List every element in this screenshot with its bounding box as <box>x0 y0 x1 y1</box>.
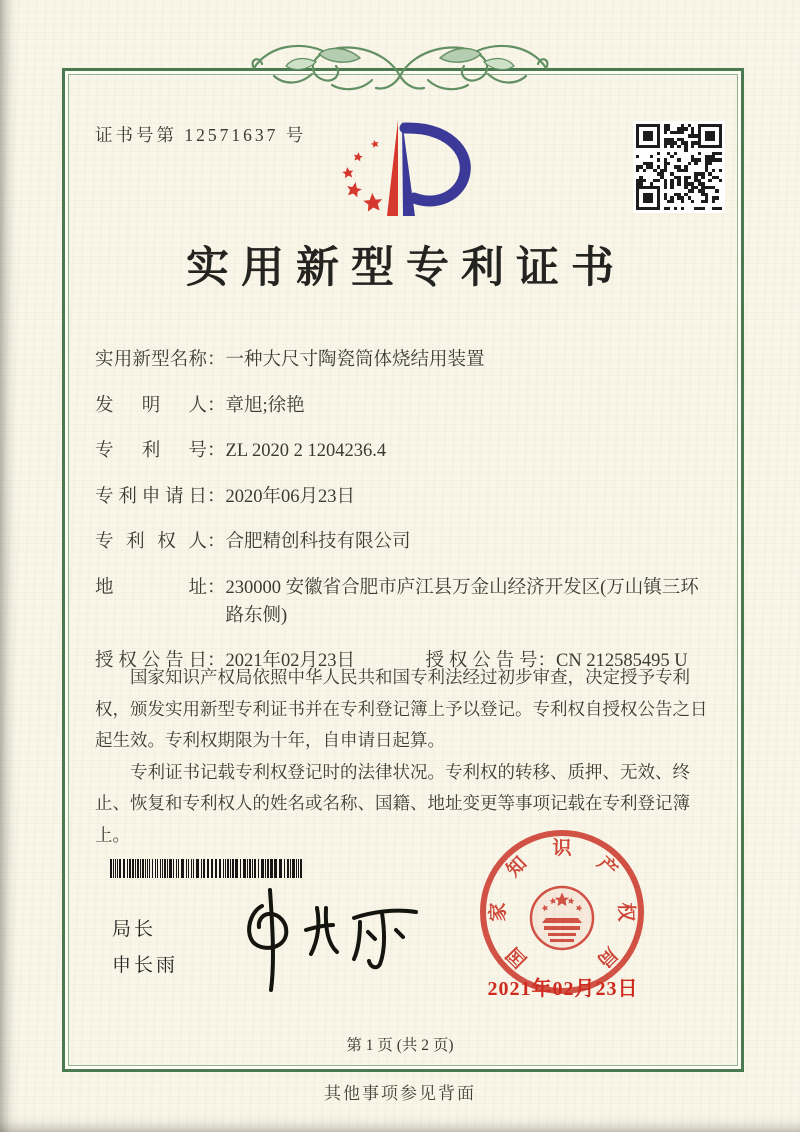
signature-icon <box>222 880 437 998</box>
field-value: CN 212585495 U <box>556 651 688 671</box>
certificate-title: 实用新型专利证书 <box>186 245 626 292</box>
field-value: 2020年06月23日 <box>225 486 356 507</box>
field-row-filing-date <box>95 483 709 511</box>
paragraph: 专利证书记载专利权登记时的法律状况。专利权的转移、质押、无效、终止、恢复和专利权人的姓名或名称、国籍、地址变更等事项记载在专利登记簿上。 <box>95 761 690 845</box>
colon: ： <box>207 486 226 507</box>
official-seal-icon <box>478 828 646 996</box>
field-row-patent-no <box>95 437 709 465</box>
colon: ： <box>537 651 557 671</box>
paragraph: 国家知识产权局依照中华人民共和国专利法经过初步审查，决定授予专利权，颁发实用新型专利证书并在专利登记簿上予以登记。专利权自授权公告之日起生效。专利权期限为十年，自申请日起算。 <box>95 667 708 750</box>
field-label: 专利号 <box>95 441 207 461</box>
seal-char: 产 <box>592 852 622 882</box>
seal-date: 2021年02月23日 <box>487 978 639 1000</box>
certificate-number: 证书号第 12571637 号 <box>95 125 307 145</box>
colon: ： <box>207 532 226 552</box>
colon: ： <box>207 350 226 370</box>
field-value: 230000 安徽省合肥市庐江县万金山经济开发区(万山镇三环路东侧) <box>225 577 699 626</box>
field-label: 专利权人 <box>95 532 207 552</box>
field-row-address <box>95 574 709 630</box>
field-label: 授权公告号 <box>425 651 538 671</box>
field-row-name <box>95 346 709 374</box>
field-label: 专利申请日 <box>95 486 207 507</box>
seal-char: 国 <box>502 942 532 972</box>
seal-char: 识 <box>552 838 572 859</box>
field-value: 2021年02月23日 <box>225 651 356 671</box>
colon: ： <box>207 651 226 671</box>
back-note: 其他事项参见背面 <box>324 1084 476 1103</box>
seal-char: 家 <box>488 902 509 922</box>
seal-char: 知 <box>502 852 532 882</box>
colon: ： <box>207 577 226 598</box>
page-number: 第 1 页 (共 2 页) <box>346 1037 454 1054</box>
signer-name: 申长雨 <box>112 955 179 976</box>
field-value: ZL 2020 2 1204236.4 <box>225 441 387 461</box>
seal-char: 权 <box>615 902 636 922</box>
field-label: 地址 <box>95 577 207 598</box>
field-value: 合肥精创科技有限公司 <box>225 532 411 552</box>
national-emblem-icon <box>531 887 593 949</box>
qr-code-icon <box>633 121 725 213</box>
signer-block <box>112 912 178 984</box>
field-value: 一种大尺寸陶瓷筒体烧结用装置 <box>225 350 485 370</box>
barcode-icon <box>110 859 304 878</box>
field-row-inventor <box>95 392 709 420</box>
field-label: 发明人 <box>95 395 207 416</box>
top-ornament <box>240 28 560 108</box>
field-list <box>95 346 709 693</box>
field-row-patentee <box>95 528 709 556</box>
field-label: 授权公告日 <box>95 651 207 671</box>
colon: ： <box>207 441 226 461</box>
colon: ： <box>207 395 226 416</box>
cnipa-logo-icon <box>327 114 477 222</box>
field-value: 章旭;徐艳 <box>225 395 305 416</box>
legal-text <box>95 662 709 851</box>
signer-title: 局长 <box>112 919 157 940</box>
seal-char: 局 <box>592 942 622 972</box>
field-label: 实用新型名称 <box>95 350 207 370</box>
